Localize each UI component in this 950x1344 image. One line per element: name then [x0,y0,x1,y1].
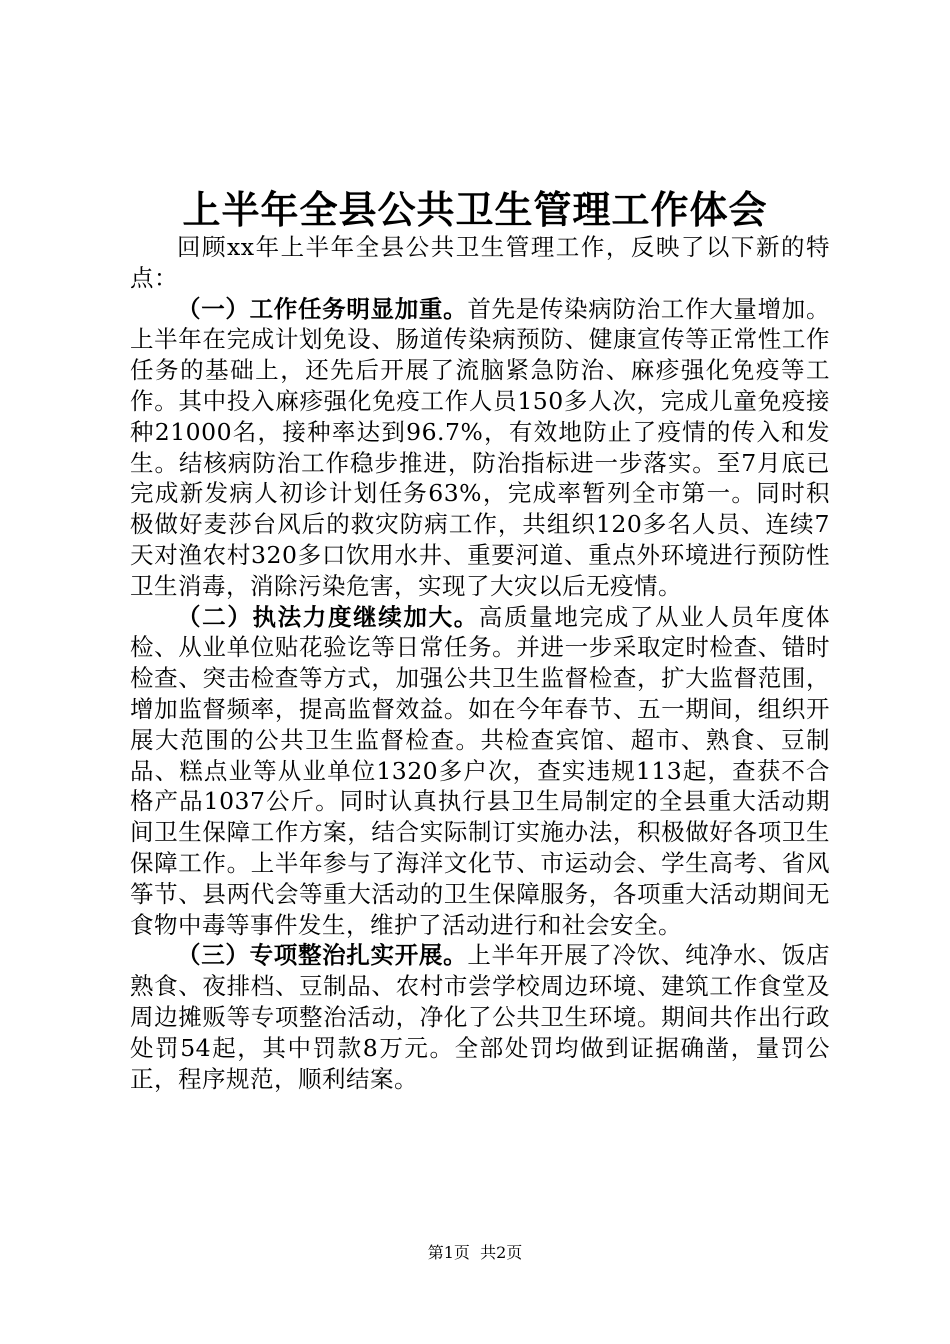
document-title: 上半年全县公共卫生管理工作体会 [182,188,768,232]
section-text-2: 高质量地完成了从业人员年度体检、从业单位贴花验讫等日常任务。并进一步采取定时检查、错时检查、突击检查等方式，加强公共卫生监督检查，扩大监督范围，增加监督频率，提高监督效益。如在今年春节、五一期间，组织开展大范围的公共卫生监督检查。共检查宾馆、超市、熟食、豆制品、糕点业等从业单位1320多户次，查实违规113起，查获不合格产品1037公斤。同时认真执行县卫生局制定的全县重大活动期间卫生保障工作方案，结合实际制订实施办法，积极做好各项卫生保障工作。上半年参与了海洋文化节、市运动会、学生高考、省风筝节、县两代会等重大活动的卫生保障服务，各项重大活动期间无食物中毒等事件发生，维护了活动进行和社会安全。 [130,602,831,939]
section-paragraph-3 [130,940,830,1094]
section-text-1: 首先是传染病防治工作大量增加。上半年在完成计划免设、肠道传染病预防、健康宣传等正常性工作任务的基础上，还先后开展了流脑紧急防治、麻疹强化免疫等工作。其中投入麻疹强化免疫工作人员150多人次，完成儿童免疫接种21000名，接种率达到96.7%，有效地防止了疫情的传入和发生。结核病防治工作稳步推进，防治指标进一步落实。至7月底已完成新发病人初诊计划任务63%，完成率暂列全市第一。同时积极做好麦莎台风后的救灾防病工作，共组织120多名人员、连续7天对渔农村320多口饮用水井、重要河道、重点外环境进行预防性卫生消毒，消除污染危害，实现了大灾以后无疫情。 [130,294,831,600]
section-paragraph-2 [130,602,830,941]
section-heading-3: （三）专项整治扎实开展。 [177,941,468,970]
section-heading-2: （二）执法力度继续加大。 [177,602,479,631]
section-text-3: 上半年开展了冷饮、纯净水、饭店熟食、夜排档、豆制品、农村市尝学校周边环境、建筑工作食堂及周边摊贩等专项整治活动，净化了公共卫生环境。期间共作出行政处罚54起，其中罚款8万元。全部处罚均做到证据确凿，量罚公正，程序规范，顺利结案。 [130,941,831,1093]
section-paragraph-1 [130,294,830,602]
intro-paragraph: 回顾xx年上半年全县公共卫生管理工作，反映了以下新的特点： [130,233,830,292]
document-body [130,232,830,1094]
page-footer: 第1页 共2页 [427,1243,523,1262]
section-heading-1: （一）工作任务明显加重。 [177,294,468,323]
